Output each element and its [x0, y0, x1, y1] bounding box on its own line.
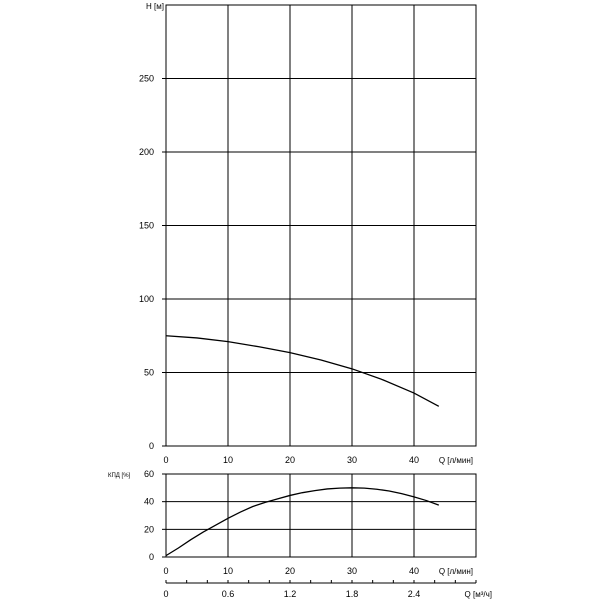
x-tick-label: 20 [284, 455, 296, 465]
y-tick-label: 0 [148, 552, 154, 562]
y-tick-label: 100 [138, 294, 154, 304]
x-tick-label: 30 [346, 455, 358, 465]
flow-m3-axis [163, 580, 492, 599]
y-tick-label: 0 [148, 441, 154, 451]
y-tick-label: 50 [143, 367, 154, 378]
m3-tick-label: 1.2 [283, 589, 297, 599]
y-tick-label: 200 [138, 147, 154, 157]
y-tick-label: 40 [143, 496, 154, 507]
x-tick-label: 30 [346, 566, 358, 576]
x-tick-label: 0 [163, 566, 169, 576]
head-chart [139, 2, 476, 465]
x-tick-label: 0 [163, 455, 169, 465]
x-axis-label: Q [л/мин] [438, 456, 473, 465]
m3-tick-label: 0.6 [221, 589, 235, 599]
y-tick-label: 60 [143, 469, 154, 479]
head-curve [166, 336, 439, 407]
x-tick-label: 20 [284, 566, 296, 576]
efficiency-curve [166, 488, 439, 556]
x-tick-label: 10 [222, 455, 234, 465]
m3-axis-label: Q [м³/ч] [464, 590, 492, 599]
y-axis-label: H [м] [146, 2, 164, 11]
m3-tick-label: 2.4 [407, 589, 421, 599]
x-axis-label: Q [л/мин] [438, 567, 473, 576]
y-axis-label: КПД [%] [108, 473, 131, 479]
efficiency-chart [108, 469, 476, 576]
m3-tick-label: 0 [163, 589, 169, 599]
m3-tick-label: 1.8 [345, 589, 359, 599]
y-tick-label: 150 [138, 220, 154, 231]
y-tick-label: 250 [138, 73, 154, 84]
x-tick-label: 10 [222, 566, 234, 576]
x-tick-label: 40 [408, 566, 420, 576]
x-tick-label: 40 [408, 455, 420, 465]
y-tick-label: 20 [143, 524, 154, 535]
plot-frame [166, 474, 476, 557]
